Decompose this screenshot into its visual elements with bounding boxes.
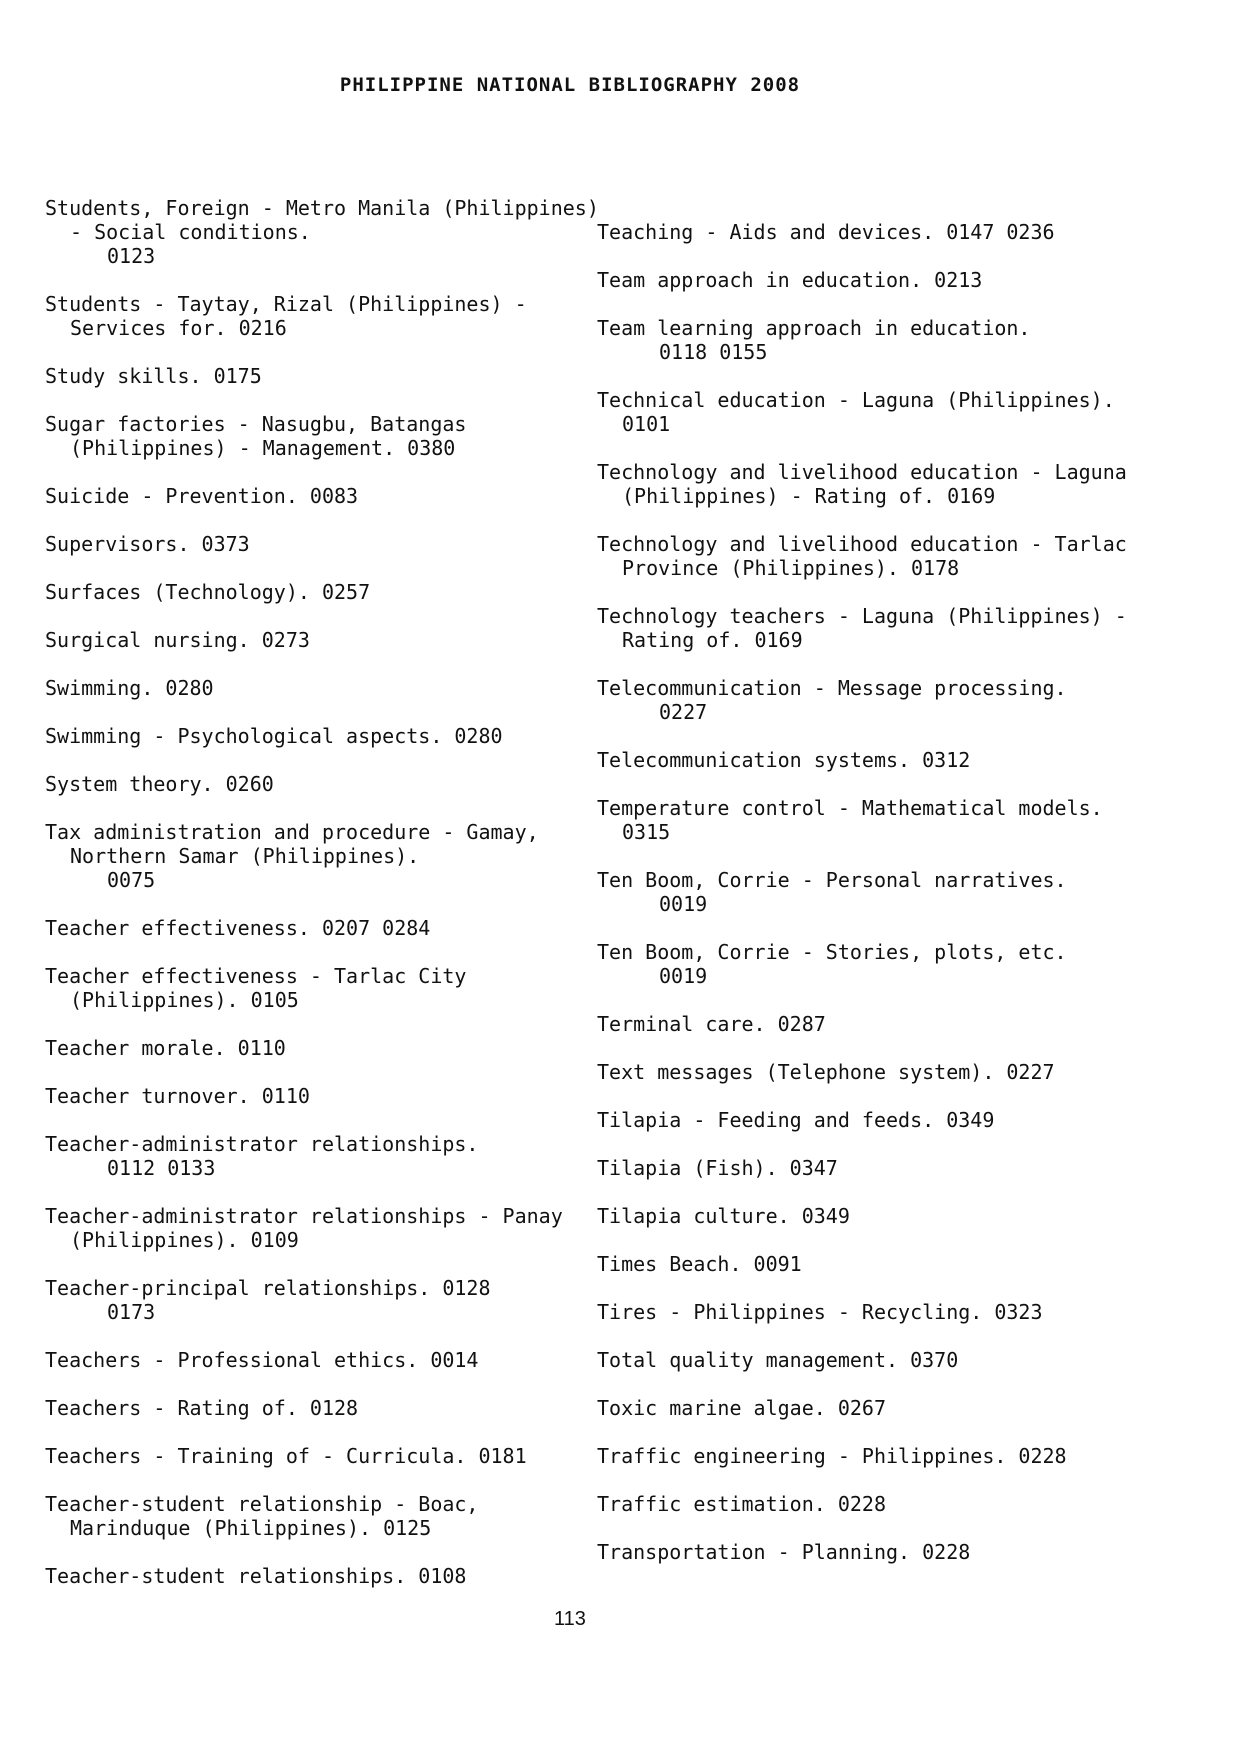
- index-entry: [45, 1444, 605, 1468]
- index-entry-text: Teacher-principal relationships. 0128: [45, 1276, 491, 1300]
- index-entry: [597, 1108, 1157, 1132]
- index-entry-text: Teachers - Professional ethics. 0014: [45, 1348, 479, 1372]
- index-entry-text: System theory. 0260: [45, 772, 274, 796]
- index-entry-text: Sugar factories - Nasugbu, Batangas (Philippines) - Management. 0380: [45, 412, 479, 460]
- index-entry-text: Surgical nursing. 0273: [45, 628, 310, 652]
- index-entry-text: Teacher-administrator relationships - Panay (Philippines). 0109: [45, 1204, 575, 1252]
- index-entry: [45, 1492, 605, 1540]
- index-entry: [45, 412, 605, 460]
- index-entry: [45, 628, 605, 652]
- index-entry: [45, 724, 605, 748]
- page-number: 113: [554, 1608, 586, 1630]
- index-entry-text: Technology and livelihood education - Tarlac Province (Philippines). 0178: [597, 532, 1139, 580]
- index-entry: [45, 484, 605, 508]
- index-entry-text: Supervisors. 0373: [45, 532, 250, 556]
- index-entry-text: Text messages (Telephone system). 0227: [597, 1060, 1055, 1084]
- index-entry: [45, 532, 605, 556]
- index-entry-text: Transportation - Planning. 0228: [597, 1540, 971, 1564]
- index-entry: [597, 1252, 1157, 1276]
- index-entry-text: Ten Boom, Corrie - Personal narratives.: [597, 868, 1067, 892]
- index-entry: [45, 1564, 605, 1588]
- index-entry: [45, 1084, 605, 1108]
- index-entry-text: Terminal care. 0287: [597, 1012, 826, 1036]
- index-entry-text: Technology and livelihood education - Laguna (Philippines) - Rating of. 0169: [597, 460, 1139, 508]
- index-entry: [597, 1540, 1157, 1564]
- index-entry: [597, 388, 1157, 436]
- index-entry-record-numbers: 0075: [107, 868, 156, 892]
- index-entry: [45, 772, 605, 796]
- index-entry-text: Surfaces (Technology). 0257: [45, 580, 371, 604]
- index-entry: [45, 364, 605, 388]
- index-entry: [597, 1492, 1157, 1516]
- index-entry-text: Swimming - Psychological aspects. 0280: [45, 724, 503, 748]
- index-entry-record-numbers: 0019: [659, 964, 708, 988]
- index-entry: [45, 1132, 605, 1180]
- index-entry: [597, 676, 1157, 724]
- index-entry-text: Teachers - Training of - Curricula. 0181: [45, 1444, 527, 1468]
- index-entry-text: Team approach in education. 0213: [597, 268, 983, 292]
- index-entry: [45, 916, 605, 940]
- index-entry: [597, 940, 1157, 988]
- index-entry: [597, 268, 1157, 292]
- index-entry-text: Tires - Philippines - Recycling. 0323: [597, 1300, 1043, 1324]
- index-entry-text: Temperature control - Mathematical models. 0315: [597, 796, 1115, 844]
- index-entry: [45, 1204, 605, 1252]
- index-entry: [45, 676, 605, 700]
- index-entry: [597, 532, 1157, 580]
- index-entry: [597, 220, 1157, 244]
- index-entry: [45, 964, 605, 1012]
- index-entry: [45, 1348, 605, 1372]
- index-entry: [597, 748, 1157, 772]
- index-entry-record-numbers: 0112 0133: [107, 1156, 216, 1180]
- index-entry-text: Tilapia (Fish). 0347: [597, 1156, 838, 1180]
- index-entry-text: Technical education - Laguna (Philippines). 0101: [597, 388, 1127, 436]
- index-entry: [597, 460, 1157, 508]
- index-entry-text: Teacher effectiveness - Tarlac City (Philippines). 0105: [45, 964, 479, 1012]
- index-entry-text: Tax administration and procedure - Gamay, Northern Samar (Philippines).: [45, 820, 551, 868]
- index-entry: [597, 868, 1157, 916]
- index-entry-text: Teachers - Rating of. 0128: [45, 1396, 359, 1420]
- index-entry: [597, 1444, 1157, 1468]
- index-entry: [45, 580, 605, 604]
- index-entry: [597, 1204, 1157, 1228]
- index-entry-text: Tilapia - Feeding and feeds. 0349: [597, 1108, 995, 1132]
- index-entry: [45, 1036, 605, 1060]
- index-entry-text: Teacher-administrator relationships.: [45, 1132, 479, 1156]
- index-entry: [45, 292, 605, 340]
- page-title: PHILIPPINE NATIONAL BIBLIOGRAPHY 2008: [339, 74, 801, 96]
- index-entry: [597, 1156, 1157, 1180]
- index-entry: [597, 1300, 1157, 1324]
- index-entry: [45, 1276, 605, 1324]
- index-entry-text: Teacher effectiveness. 0207 0284: [45, 916, 431, 940]
- index-entry-text: Swimming. 0280: [45, 676, 214, 700]
- index-entry-text: Toxic marine algae. 0267: [597, 1396, 886, 1420]
- index-entry-text: Team learning approach in education.: [597, 316, 1031, 340]
- index-entry-text: Telecommunication - Message processing.: [597, 676, 1067, 700]
- index-entry: [45, 1396, 605, 1420]
- index-entry: [45, 196, 611, 268]
- index-entry-record-numbers: 0118 0155: [659, 340, 768, 364]
- index-entry: [597, 604, 1157, 652]
- index-entry: [597, 1012, 1157, 1036]
- index-entry-record-numbers: 0173: [107, 1300, 156, 1324]
- index-entry-text: Teacher morale. 0110: [45, 1036, 286, 1060]
- index-entry-text: Telecommunication systems. 0312: [597, 748, 971, 772]
- index-entry-text: Teacher turnover. 0110: [45, 1084, 310, 1108]
- index-entry: [597, 1060, 1157, 1084]
- index-entry-text: Total quality management. 0370: [597, 1348, 959, 1372]
- index-entry-text: Traffic estimation. 0228: [597, 1492, 886, 1516]
- index-entry-text: Teacher-student relationship - Boac, Marinduque (Philippines). 0125: [45, 1492, 491, 1540]
- index-entry-record-numbers: 0123: [107, 244, 156, 268]
- index-entry-text: Ten Boom, Corrie - Stories, plots, etc.: [597, 940, 1067, 964]
- index-entry: [597, 796, 1157, 844]
- index-entry: [597, 1396, 1157, 1420]
- index-entry-record-numbers: 0227: [659, 700, 708, 724]
- index-entry-text: Students, Foreign - Metro Manila (Philippines) - Social conditions.: [45, 196, 611, 244]
- index-entry-record-numbers: 0019: [659, 892, 708, 916]
- index-entry-text: Teacher-student relationships. 0108: [45, 1564, 467, 1588]
- index-entry: [597, 316, 1157, 364]
- index-entry: [597, 1348, 1157, 1372]
- index-entry: [45, 820, 605, 892]
- right-index-column: [597, 220, 1157, 1588]
- index-entry-text: Technology teachers - Laguna (Philippines) - Rating of. 0169: [597, 604, 1139, 652]
- index-entry-text: Traffic engineering - Philippines. 0228: [597, 1444, 1067, 1468]
- index-entry-text: Teaching - Aids and devices. 0147 0236: [597, 220, 1055, 244]
- index-entry-text: Students - Taytay, Rizal (Philippines) - Services for. 0216: [45, 292, 539, 340]
- index-entry-text: Study skills. 0175: [45, 364, 262, 388]
- index-entry-text: Tilapia culture. 0349: [597, 1204, 850, 1228]
- left-index-column: [45, 196, 611, 1612]
- index-entry-text: Suicide - Prevention. 0083: [45, 484, 359, 508]
- index-entry-text: Times Beach. 0091: [597, 1252, 802, 1276]
